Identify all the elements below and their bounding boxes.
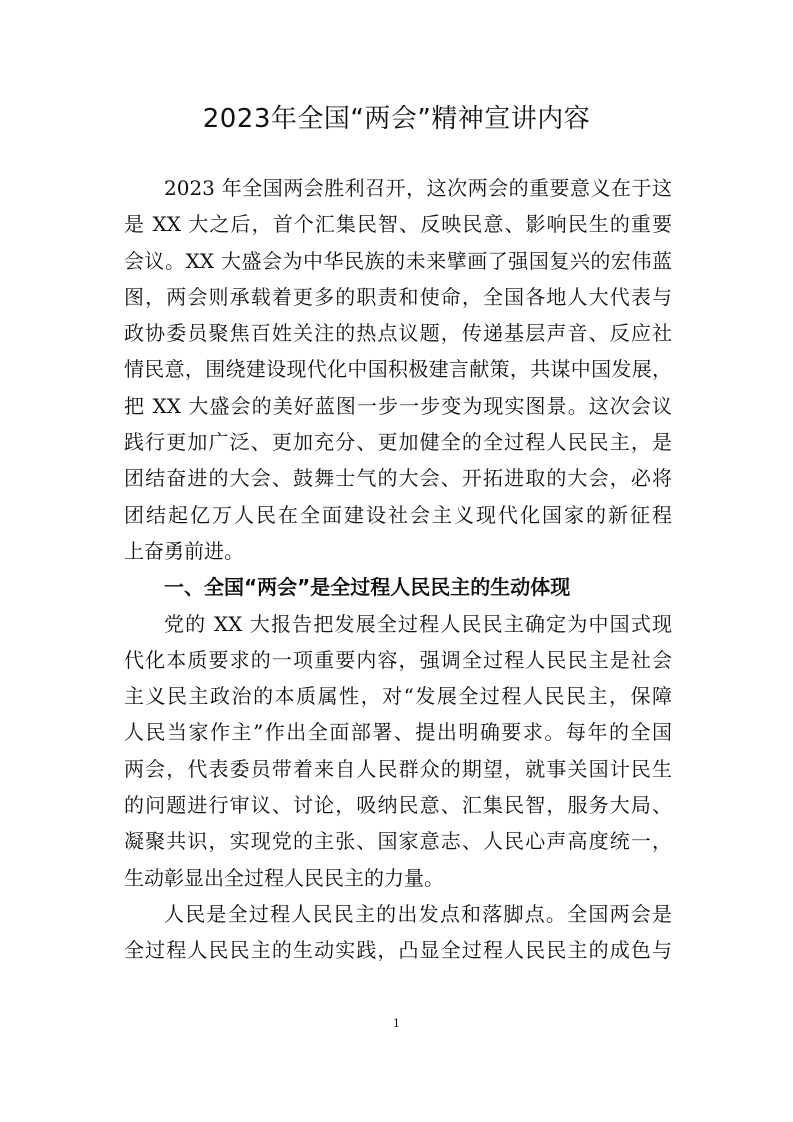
text-line: 一、全国“两会”是全过程人民民主的生动体现 bbox=[164, 575, 571, 600]
document-body bbox=[124, 170, 672, 969]
text-line: 主义民主政治的本质属性，对“发展全过程人民民主，保障 bbox=[124, 684, 672, 709]
text-line: 全过程人民民主的生动实践，凸显全过程人民民主的成色与 bbox=[124, 938, 672, 963]
text-line: 政协委员聚焦百姓关注的热点议题，传递基层声音、反应社 bbox=[124, 321, 672, 346]
text-line: 生动彰显出全过程人民民主的力量。 bbox=[124, 865, 444, 890]
text-line: 团结奋进的大会、鼓舞士气的大会、开拓进取的大会，必将 bbox=[124, 466, 672, 491]
text-line: 人民当家作主”作出全面部署、提出明确要求。每年的全国 bbox=[124, 720, 672, 745]
paragraph bbox=[124, 170, 672, 569]
text-line: 人民是全过程人民民主的出发点和落脚点。全国两会是 bbox=[164, 901, 672, 926]
document-title: 2023年全国“两会”精神宣讲内容 bbox=[202, 104, 591, 134]
paragraph bbox=[124, 606, 672, 896]
text-line: 团结起亿万人民在全面建设社会主义现代化国家的新征程 bbox=[124, 502, 672, 527]
text-line: 党的 XX 大报告把发展全过程人民民主确定为中国式现 bbox=[164, 611, 672, 636]
text-line: 凝聚共识，实现党的主张、国家意志、人民心声高度统一， bbox=[124, 829, 672, 854]
text-line: 上奋勇前进。 bbox=[124, 538, 244, 563]
text-line: 会议。XX 大盛会为中华民族的未来擘画了强国复兴的宏伟蓝 bbox=[124, 248, 672, 273]
text-line: 代化本质要求的一项重要内容，强调全过程人民民主是社会 bbox=[124, 647, 672, 672]
text-line: 图，两会则承载着更多的职责和使命，全国各地人大代表与 bbox=[124, 284, 672, 309]
text-line: 2023 年全国两会胜利召开，这次两会的重要意义在于这 bbox=[164, 176, 672, 200]
page-number: 1 bbox=[393, 1017, 400, 1030]
text-line: 是 XX 大之后，首个汇集民智、反映民意、影响民生的重要 bbox=[124, 212, 672, 237]
section-heading bbox=[124, 569, 672, 605]
text-line: 践行更加广泛、更加充分、更加健全的全过程人民民主，是 bbox=[124, 430, 672, 455]
text-line: 的问题进行审议、讨论，吸纳民意、汇集民智，服务大局、 bbox=[124, 793, 672, 818]
text-line: 情民意，围绕建设现代化中国积极建言献策，共谋中国发展， bbox=[124, 357, 672, 382]
text-line: 两会，代表委员带着来自人民群众的期望，就事关国计民生 bbox=[124, 756, 672, 781]
text-line: 把 XX 大盛会的美好蓝图一步一步变为现实图景。这次会议 bbox=[124, 393, 672, 418]
paragraph bbox=[124, 896, 672, 969]
